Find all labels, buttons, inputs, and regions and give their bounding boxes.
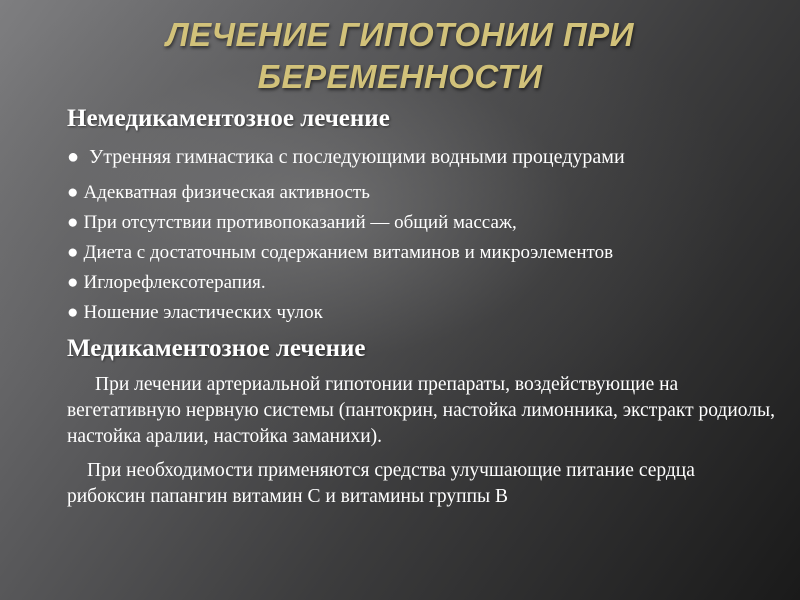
bullet-icon: ● [67, 146, 80, 168]
paragraph-cardiac-support: При необходимости применяются средства улучшающие питание сердца рибоксин папангин витамин С и витамины группы В [67, 460, 695, 507]
list-item-text: Адекватная физическая активность [83, 182, 370, 203]
list-item-text: При отсутствии противопоказаний — общий массаж, [83, 212, 517, 233]
section-heading-drug: Медикаментозное лечение [67, 335, 366, 362]
list-item [67, 271, 777, 294]
bullet-icon: ● [67, 182, 79, 203]
slide-content [67, 104, 777, 518]
list-item [67, 301, 777, 324]
bullet-icon: ● [67, 272, 79, 293]
bullet-icon: ● [67, 242, 79, 263]
list-item-text: Диета с достаточным содержанием витаминов и микроэлементов [83, 242, 614, 263]
list-item [67, 146, 777, 169]
list-item [67, 211, 777, 234]
title-line-2: БЕРЕМЕННОСТИ [257, 58, 543, 95]
list-item-text: Ношение эластических чулок [83, 302, 323, 323]
title-line-1: ЛЕЧЕНИЕ ГИПОТОНИИ ПРИ [165, 16, 635, 53]
bullet-list [67, 146, 777, 324]
list-item [67, 241, 777, 264]
slide-title [0, 14, 800, 98]
paragraph-drug-treatment: При лечении артериальной гипотонии препараты, воздействующие на вегетативную нервную системы (пантокрин, настойка лимонника, экстракт родиолы, настойка аралии, настойка заманихи). [67, 374, 775, 447]
section-heading-non-drug: Немедикаментозное лечение [67, 105, 390, 132]
bullet-icon: ● [67, 302, 79, 323]
list-item-text: Утренняя гимнастика с последующими водными процедурами [89, 146, 625, 168]
list-item-text: Иглорефлексотерапия. [83, 272, 266, 293]
bullet-icon: ● [67, 212, 79, 233]
list-item [67, 181, 777, 204]
